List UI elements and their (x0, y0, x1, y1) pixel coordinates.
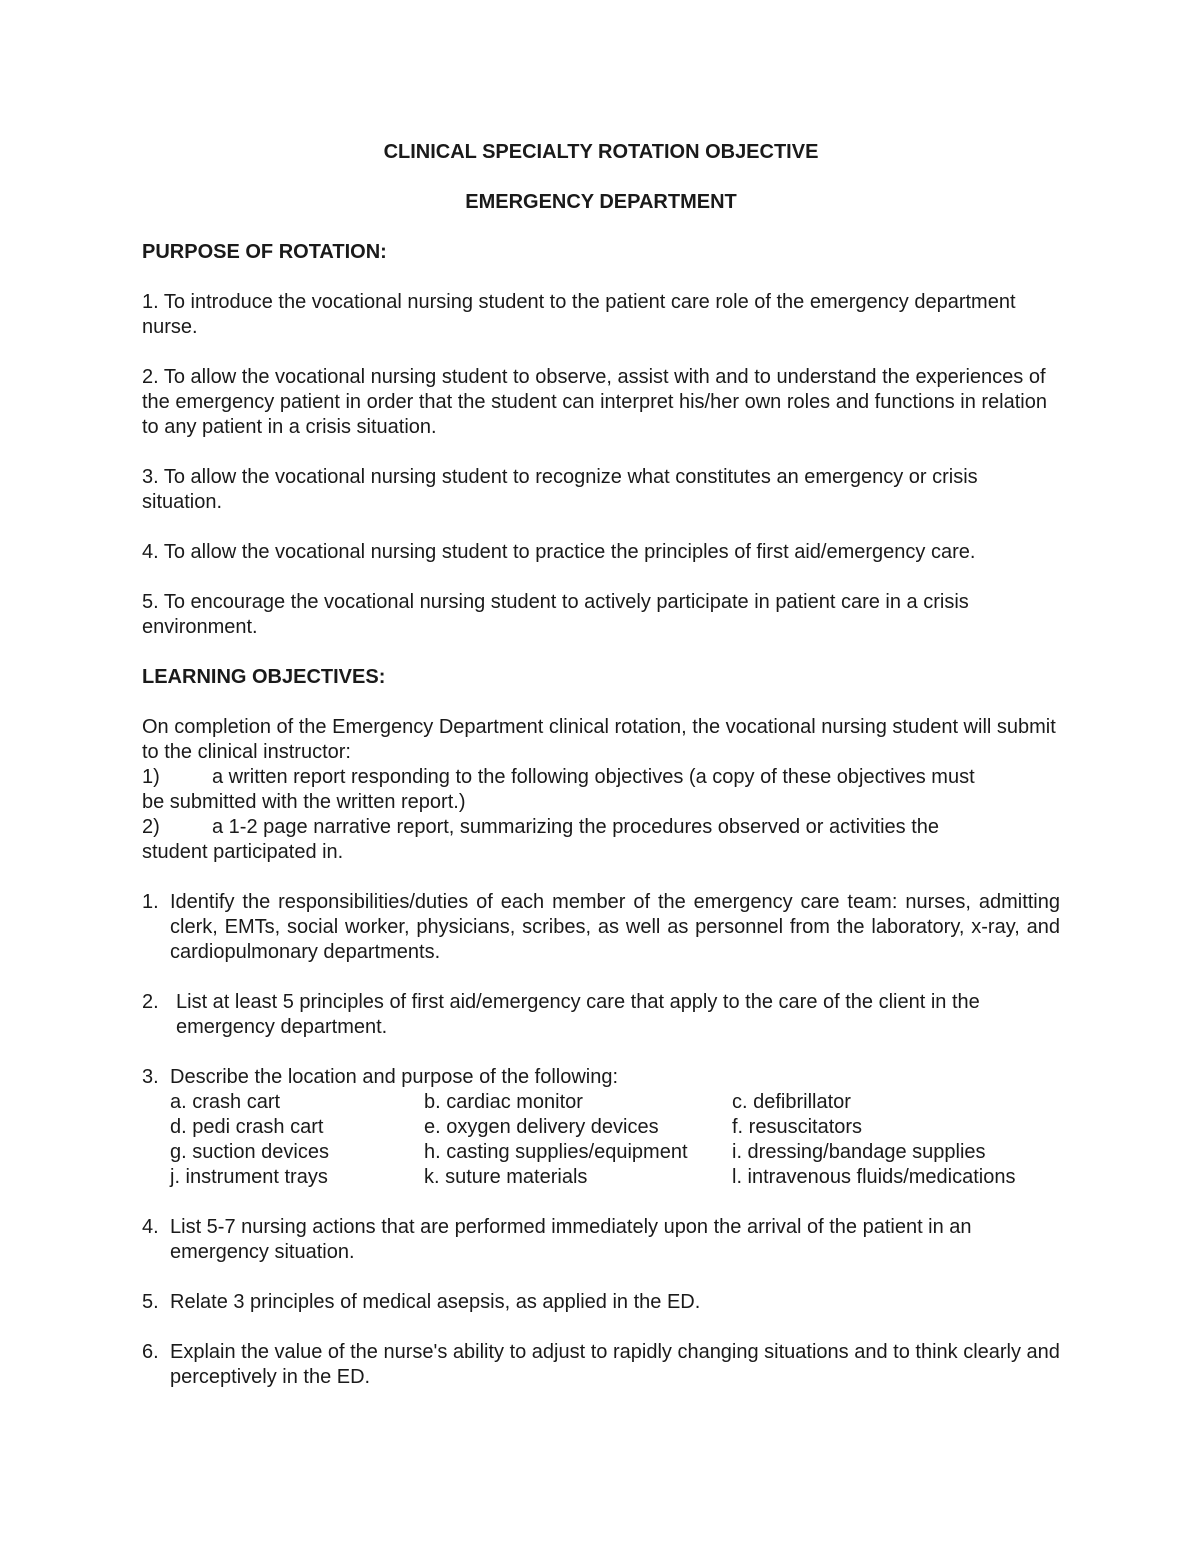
equipment-item: h. casting supplies/equipment (424, 1141, 688, 1163)
document-subtitle: EMERGENCY DEPARTMENT (465, 191, 737, 213)
equipment-item: f. resuscitators (732, 1116, 863, 1138)
equipment-item: d. pedi crash cart (170, 1116, 324, 1138)
learning-intro: On completion of the Emergency Department clinical rotation, the vocational nursing student will submit to the clinical instructor: (142, 716, 1056, 763)
document-page (142, 140, 1060, 1390)
objective-number: 2. (142, 991, 159, 1013)
purpose-item-2: 2. To allow the vocational nursing student to observe, assist with and to understand the experiences of the emergency patient in order that the student can interpret his/her own roles and functions in relation to any patient in a crisis situation. (142, 366, 1047, 438)
equipment-item: g. suction devices (170, 1141, 329, 1163)
objective-text: List at least 5 principles of first aid/emergency care that apply to the care of the client in the emergency department. (176, 991, 980, 1038)
objective-number: 6. (142, 1341, 159, 1363)
purpose-item-1: 1. To introduce the vocational nursing student to the patient care role of the emergency department nurse. (142, 291, 1016, 338)
equipment-item: c. defibrillator (732, 1091, 851, 1113)
objective-text: Relate 3 principles of medical asepsis, as applied in the ED. (170, 1291, 701, 1313)
objective-1 (142, 890, 1060, 965)
objective-text: Describe the location and purpose of the following: (170, 1066, 619, 1088)
equipment-item: j. instrument trays (170, 1166, 328, 1188)
equipment-item: i. dressing/bandage supplies (732, 1141, 986, 1163)
document-title: CLINICAL SPECIALTY ROTATION OBJECTIVE (383, 141, 819, 163)
objective-number: 1. (142, 891, 159, 913)
objective-5 (142, 1290, 1060, 1315)
objective-2 (142, 990, 1060, 1040)
learning-objectives-heading: LEARNING OBJECTIVES: (142, 666, 386, 688)
objective-number: 4. (142, 1216, 159, 1238)
equipment-item: b. cardiac monitor (424, 1091, 583, 1113)
equipment-item: e. oxygen delivery devices (424, 1116, 659, 1138)
purpose-heading: PURPOSE OF ROTATION: (142, 241, 387, 263)
objective-number: 3. (142, 1066, 159, 1088)
objective-text: Identify the responsibilities/duties of each member of the emergency care team: nurses, admitting clerk, EMTs, social worker, physicians, scribes, as well as personnel from the laboratory, x-ray, and cardiopulmonary departments. (170, 891, 1060, 963)
purpose-item-5: 5. To encourage the vocational nursing student to actively participate in patient care in a crisis environment. (142, 591, 969, 638)
report-label: 1) (142, 766, 160, 788)
report-text: a written report responding to the following objectives (a copy of these objectives must (212, 766, 975, 788)
equipment-item: k. suture materials (424, 1166, 588, 1188)
objective-number: 5. (142, 1291, 159, 1313)
objective-text: List 5-7 nursing actions that are performed immediately upon the arrival of the patient in an emergency situation. (170, 1216, 972, 1263)
report-text-continued: be submitted with the written report.) (142, 791, 466, 813)
equipment-item: l. intravenous fluids/medications (732, 1166, 1016, 1188)
equipment-item: a. crash cart (170, 1091, 281, 1113)
objective-text: Explain the value of the nurse's ability to adjust to rapidly changing situations and to think clearly and perceptively in the ED. (170, 1341, 1060, 1388)
equipment-list (170, 1090, 1060, 1190)
report-requirement-1 (142, 765, 1060, 790)
objective-6 (142, 1340, 1060, 1390)
objective-4 (142, 1215, 1060, 1265)
report-text-continued: student participated in. (142, 841, 344, 863)
purpose-item-3: 3. To allow the vocational nursing student to recognize what constitutes an emergency or crisis situation. (142, 466, 978, 513)
report-requirement-2 (142, 815, 1060, 840)
report-label: 2) (142, 816, 160, 838)
purpose-item-4: 4. To allow the vocational nursing student to practice the principles of first aid/emergency care. (142, 541, 976, 563)
objective-3 (142, 1065, 1060, 1190)
report-text: a 1-2 page narrative report, summarizing the procedures observed or activities the (212, 816, 940, 838)
objective-body (170, 1065, 1060, 1190)
